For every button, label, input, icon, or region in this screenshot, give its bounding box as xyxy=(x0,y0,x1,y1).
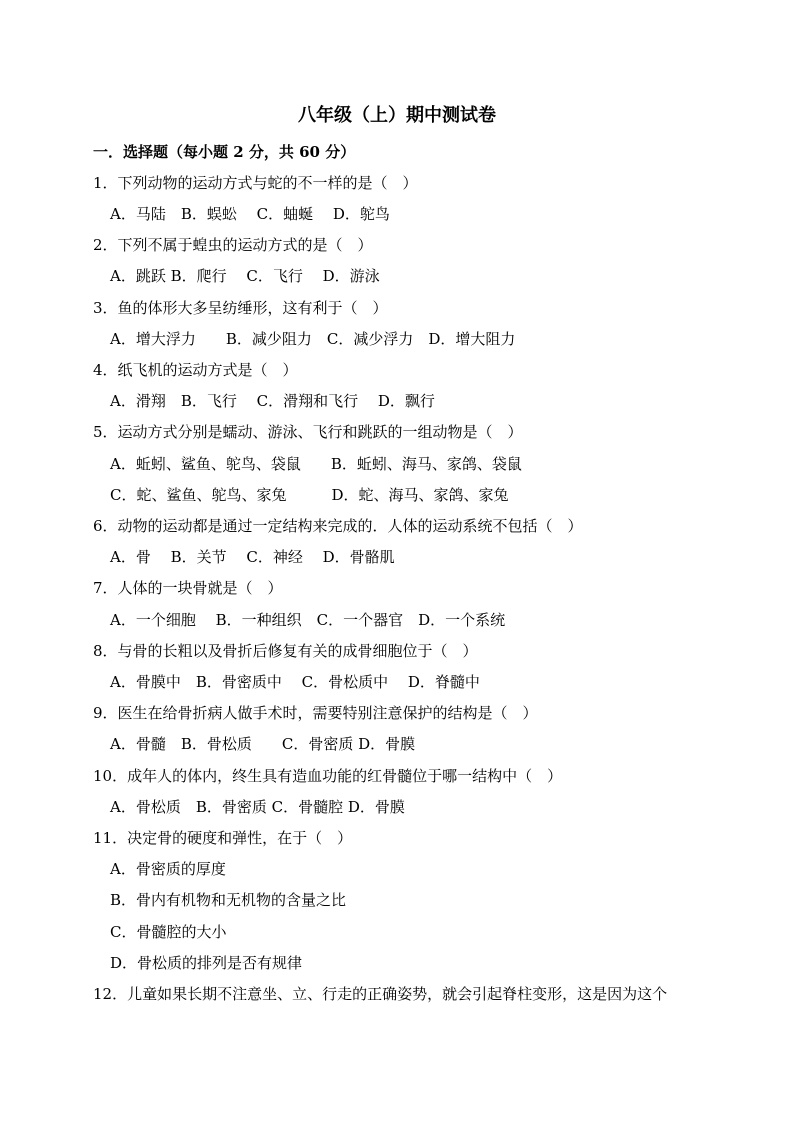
question-3: 3．鱼的体形大多呈纺缍形，这有利于（ ） xyxy=(93,299,388,317)
question-8-options: A．骨膜中 B．骨密质中 C．骨松质中 D．脊髓中 xyxy=(110,673,480,691)
question-3-options: A．增大浮力 B．减少阻力 C．减少浮力 D．增大阻力 xyxy=(110,330,516,348)
question-6-options: A．骨 B．关节 C．神经 D．骨骼肌 xyxy=(110,548,395,566)
question-11: 11．决定骨的硬度和弹性，在于（ ） xyxy=(93,829,353,847)
question-11-option-c: C．骨髓腔的大小 xyxy=(110,923,227,941)
question-11-option-d: D．骨松质的排列是否有规律 xyxy=(110,954,303,972)
question-7: 7．人体的一块骨就是（ ） xyxy=(93,579,283,597)
question-6: 6．动物的运动都是通过一定结构来完成的．人体的运动系统不包括（ ） xyxy=(93,517,583,535)
question-5: 5．运动方式分别是蠕动、游泳、飞行和跳跃的一组动物是（ ） xyxy=(93,423,523,441)
section-heading: 一．选择题（每小题 2 分，共 60 分） xyxy=(93,143,356,161)
question-11-option-a: A．骨密质的厚度 xyxy=(110,860,226,878)
question-11-option-b: B．骨内有机物和无机物的含量之比 xyxy=(110,891,347,909)
question-1-options: A．马陆 B．蜈蚣 C．蚰蜒 D．鸵鸟 xyxy=(110,205,390,223)
question-12: 12．儿童如果长期不注意坐、立、行走的正确姿势，就会引起脊柱变形，这是因为这个 xyxy=(93,985,668,1003)
question-7-options: A．一个细胞 B．一种组织 C．一个器官 D．一个系统 xyxy=(110,611,506,629)
question-4-options: A．滑翔 B．飞行 C．滑翔和飞行 D．飘行 xyxy=(110,392,435,410)
question-5-options-ab: A．蚯蚓、鲨鱼、鸵鸟、袋鼠 B．蚯蚓、海马、家鸽、袋鼠 xyxy=(110,455,522,473)
question-10: 10．成年人的体内，终生具有造血功能的红骨髓位于哪一结构中（ ） xyxy=(93,767,563,785)
question-4: 4．纸飞机的运动方式是（ ） xyxy=(93,361,298,379)
question-10-options: A．骨松质 B．骨密质 C．骨髓腔 D．骨膜 xyxy=(110,798,405,816)
question-9-options: A．骨髓 B．骨松质 C．骨密质 D．骨膜 xyxy=(110,735,416,753)
question-1: 1．下列动物的运动方式与蛇的不一样的是（ ） xyxy=(93,174,418,192)
question-5-options-cd: C．蛇、鲨鱼、鸵鸟、家兔 D．蛇、海马、家鸽、家兔 xyxy=(110,486,509,504)
exam-title: 八年级（上）期中测试卷 xyxy=(298,105,496,126)
question-9: 9．医生在给骨折病人做手术时，需要特别注意保护的结构是（ ） xyxy=(93,704,538,722)
question-2-options: A．跳跃 B．爬行 C．飞行 D．游泳 xyxy=(110,267,380,285)
question-2: 2．下列不属于蝗虫的运动方式的是（ ） xyxy=(93,236,373,254)
question-8: 8．与骨的长粗以及骨折后修复有关的成骨细胞位于（ ） xyxy=(93,642,478,660)
